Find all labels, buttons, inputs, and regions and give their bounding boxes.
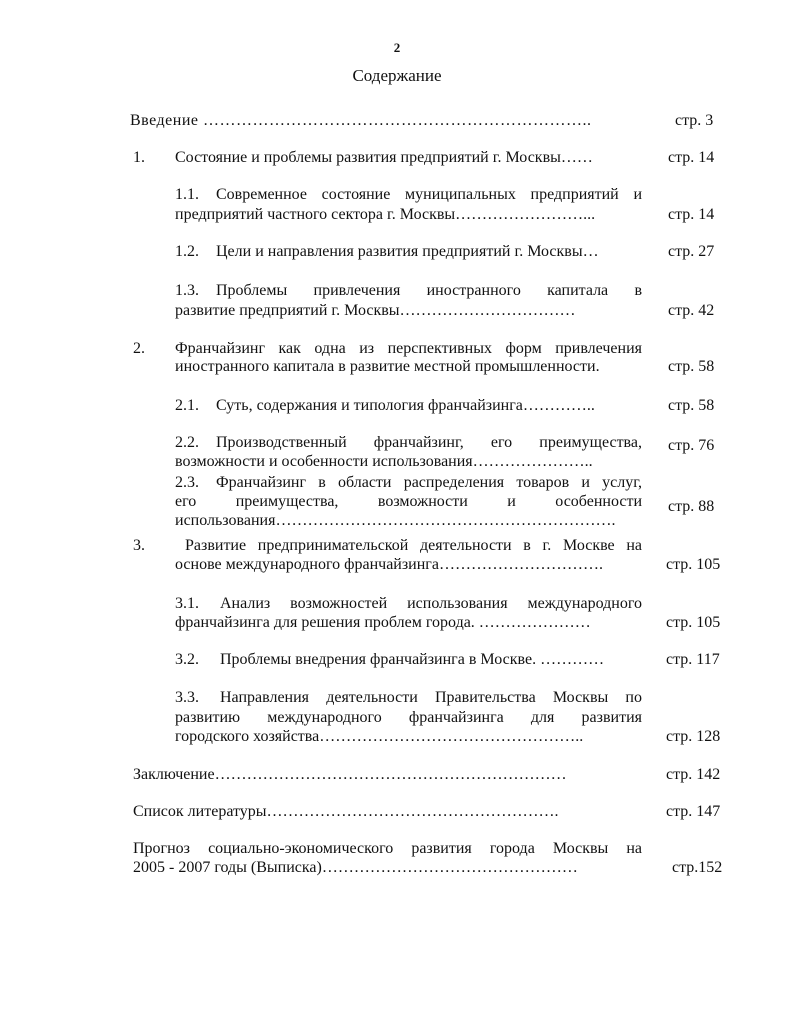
toc-entry-number: 1.3. xyxy=(175,282,199,299)
toc-entry-page: стр. 88 xyxy=(668,498,715,515)
toc-entry-page: стр. 117 xyxy=(666,651,720,668)
toc-entry-number: 2. xyxy=(133,340,145,357)
toc-entry-page: стр. 27 xyxy=(668,243,715,260)
toc-entry-title-line2: основе международного франчайзинга…………………………. xyxy=(175,556,603,573)
toc-entry-number: 1.2. xyxy=(175,243,199,260)
toc-entry-title: Заключение………………………………………………………… xyxy=(133,766,567,783)
toc-entry-page: стр. 76 xyxy=(668,437,715,454)
toc-entry-title-line2: 2005 - 2007 годы (Выписка)………………………………………… xyxy=(133,859,578,876)
toc-entry-number: 3.3. xyxy=(175,689,199,706)
toc-entry-title-line2: франчайзинга для решения проблем города. ………………… xyxy=(175,614,591,631)
toc-entry-number: 2.2. xyxy=(175,434,199,451)
toc-entry-title-line1: Проблемы привлечения иностранного капитала в xyxy=(216,282,642,299)
toc-entry-title-line1: Направления деятельности Правительства Москвы по xyxy=(220,689,642,706)
toc-entry-title-line2: его преимущества, возможности и особенности xyxy=(175,493,642,510)
toc-entry-number: 2.1. xyxy=(175,397,199,414)
toc-entry-page: стр. 14 xyxy=(668,206,715,223)
toc-entry-title-line1: Производственный франчайзинг, его преимущества, xyxy=(216,434,642,451)
toc-entry-title-line1: Развитие предпринимательской деятельности в г. Москве на xyxy=(185,537,642,554)
toc-entry-title-line1: Современное состояние муниципальных предприятий и xyxy=(216,186,642,203)
toc-entry-page: стр. 105 xyxy=(666,614,721,631)
toc-entry-title-line1: Франчайзинг как одна из перспективных форм привлечения xyxy=(175,340,642,357)
toc-entry-number: 1. xyxy=(133,149,145,166)
toc-entry-number: 1.1. xyxy=(175,186,199,203)
toc-entry-page: стр. 105 xyxy=(666,556,721,573)
toc-entry-page: стр. 128 xyxy=(666,728,721,745)
toc-entry-page: стр. 3 xyxy=(675,112,714,129)
toc-entry-title-line1: Прогноз социально-экономического развития города Москвы на xyxy=(133,840,642,857)
toc-entry-number: 3.2. xyxy=(175,651,199,668)
toc-entry-title-line3: городского хозяйства………………………………………….. xyxy=(175,728,584,745)
toc-entry-page: стр. 42 xyxy=(668,302,715,319)
toc-entry-title: Проблемы внедрения франчайзинга в Москве. ………… xyxy=(220,651,605,668)
toc-entry-title-line1: Франчайзинг в области распределения товаров и услуг, xyxy=(216,474,642,491)
toc-entry-title-line2: иностранного капитала в развитие местной промышленности. xyxy=(175,358,600,375)
toc-entry-title-line2: развитие предприятий г. Москвы…………………………… xyxy=(175,302,576,319)
toc-entry-title: Цели и направления развития предприятий г. Москвы… xyxy=(216,243,599,260)
page-number: 2 xyxy=(393,40,401,55)
toc-entry-number: 3.1. xyxy=(175,595,199,612)
toc-entry-title: Суть, содержания и типология франчайзинга………….. xyxy=(216,397,595,414)
toc-entry-title: Состояние и проблемы развития предприятий г. Москвы…… xyxy=(175,149,593,166)
page-title: Содержание xyxy=(352,66,442,85)
toc-entry-title-line2: предприятий частного сектора г. Москвы……………………... xyxy=(175,206,596,223)
toc-entry-page: стр. 14 xyxy=(668,149,715,166)
toc-entry-page: стр. 147 xyxy=(666,803,721,820)
toc-entry-title: Введение …………………………………………………………….. xyxy=(130,112,592,129)
toc-entry-title-line2: развитию международного франчайзинга для развития xyxy=(175,709,642,726)
toc-entry-title-line3: использования………………………………………………………. xyxy=(175,512,616,529)
toc-entry-number: 2.3. xyxy=(175,474,199,491)
toc-entry-page: стр. 58 xyxy=(668,397,715,414)
toc-entry-title-line1: Анализ возможностей использования международного xyxy=(220,595,642,612)
toc-entry-title: Список литературы………………………………………………. xyxy=(133,803,559,820)
toc-entry-title-line2: возможности и особенности использования………………….. xyxy=(175,453,593,470)
toc-entry-page: стр. 142 xyxy=(666,766,721,783)
toc-entry-page: стр. 58 xyxy=(668,358,715,375)
toc-entry-page: стр.152 xyxy=(672,859,723,876)
toc-entry-number: 3. xyxy=(133,537,145,554)
